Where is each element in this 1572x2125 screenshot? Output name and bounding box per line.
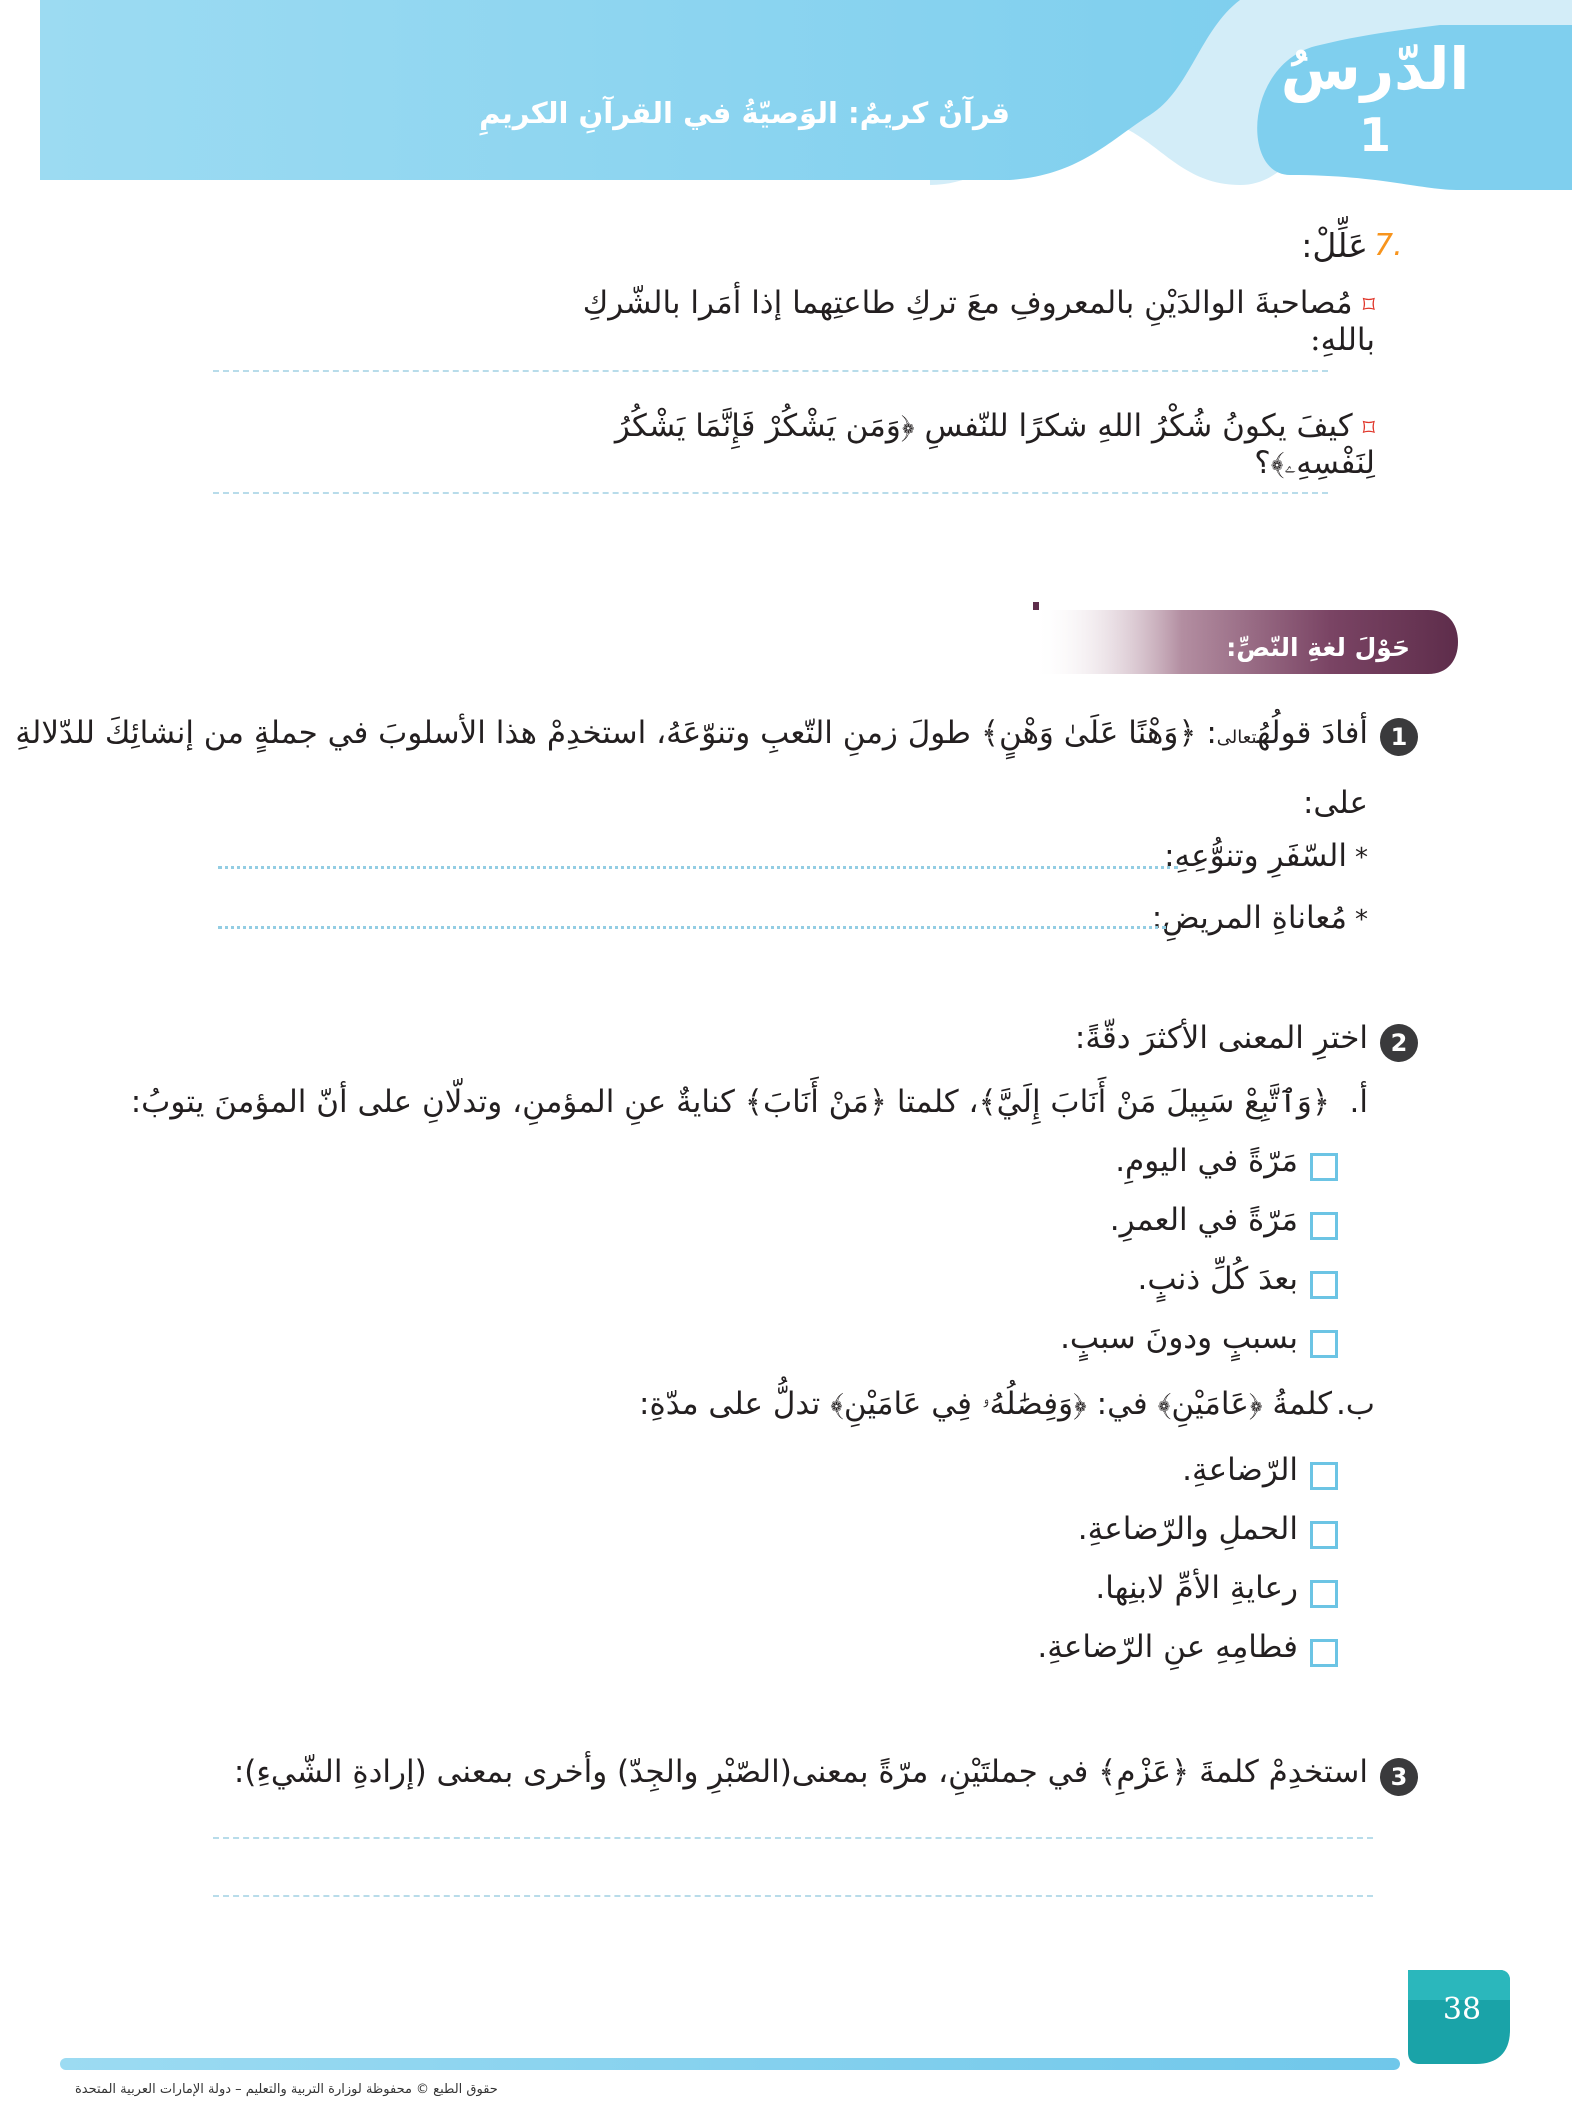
- page-title: قرآنٌ كريمٌ: الوَصيّةُ في القرآنِ الكريمِ: [479, 96, 1010, 130]
- option-label: رعايةِ الأمِّ لابنِها.: [1095, 1570, 1298, 1606]
- bullet-icon: ⌑: [1362, 291, 1375, 319]
- subitem: *السّفَرِ وتنوُّعِهِ:: [1164, 838, 1368, 874]
- option-checkbox[interactable]: [1310, 1462, 1338, 1490]
- answer-line[interactable]: [213, 1895, 1373, 1897]
- option-label: الرّضاعةِ.: [1182, 1452, 1298, 1488]
- lesson-number: 1: [1358, 108, 1391, 162]
- question-text: أفادَ قولُهُتعالى: ﴿وَهْنًا عَلَىٰ وَهْنٍ﴾ طولَ زمنِ التّعبِ وتنوّعَهُ، استخدِمْ هذا الأسلوبَ في جملةٍ من إنشائِكَ للدّلالةِ: [15, 715, 1368, 751]
- part-label: أ.: [1349, 1084, 1368, 1120]
- answer-line[interactable]: [213, 492, 1328, 494]
- option-label: بعدَ كُلِّ ذنبٍ.: [1137, 1261, 1298, 1297]
- question-text: اخترِ المعنى الأكثرَ دقّةً:: [1074, 1020, 1368, 1056]
- copyright-notice: حقوق الطبع © محفوظة لوزارة التربية والتعليم – دولة الإمارات العربية المتحدة: [75, 2082, 498, 2097]
- option-label: مَرّةً في اليومِ.: [1115, 1143, 1298, 1179]
- option-checkbox[interactable]: [1310, 1153, 1338, 1181]
- answer-line[interactable]: [218, 926, 1166, 929]
- option-checkbox[interactable]: [1310, 1639, 1338, 1667]
- option-checkbox[interactable]: [1310, 1212, 1338, 1240]
- option-checkbox[interactable]: [1310, 1521, 1338, 1549]
- option-label: الحملِ والرّضاعةِ.: [1077, 1511, 1298, 1547]
- subitem: *مُعاناةِ المريضِ:: [1151, 900, 1368, 936]
- part-label: ب.: [1335, 1386, 1375, 1422]
- option-checkbox[interactable]: [1310, 1330, 1338, 1358]
- lesson-label: الدّرسُ: [1280, 35, 1470, 103]
- option-label: مَرّةً في العمرِ.: [1109, 1202, 1298, 1238]
- option-label: بسببٍ ودونَ سببٍ.: [1060, 1320, 1298, 1356]
- answer-line[interactable]: [218, 866, 1178, 869]
- asterisk-icon: *: [1355, 843, 1368, 873]
- asterisk-icon: *: [1355, 905, 1368, 935]
- question-item: ⌑كيفَ يكونُ شُكْرُ اللهِ شكرًا للنّفسِ ﴿وَمَن يَشْكُرْ فَإِنَّمَا يَشْكُرُ لِنَفْسِهِۦ﴾؟: [614, 408, 1375, 482]
- option-checkbox[interactable]: [1310, 1580, 1338, 1608]
- bullet-icon: ⌑: [1362, 414, 1375, 442]
- footer-background: [0, 1960, 1572, 2080]
- option-label: فطامِهِ عنِ الرّضاعةِ.: [1037, 1629, 1298, 1665]
- section-title: حَوْلَ لغةِ النّصِّ:: [1226, 633, 1410, 662]
- question-number-badge: 2: [1380, 1024, 1418, 1062]
- part-text: كلمةُ ﴿عَامَيْنِ﴾ في: ﴿وَفِصَٰلُهُۥ فِي عَامَيْنِ﴾ تدلُّ على مدّةِ:: [639, 1386, 1332, 1422]
- question-number-badge: 3: [1380, 1758, 1418, 1796]
- answer-line[interactable]: [213, 370, 1328, 372]
- question-text: استخدِمْ كلمةَ ﴿عَزْمِ﴾ في جملتَيْنِ، مرّةً بمعنى(الصّبْرِ والجِدّ) وأخرى بمعنى (إرادةِ الشّيءِ):: [233, 1754, 1368, 1790]
- question-number-badge: 1: [1380, 718, 1418, 756]
- question-prompt: عَلِّلْ:: [1301, 226, 1368, 265]
- question-number: 7.: [1374, 228, 1403, 263]
- page-number: 38: [1442, 1992, 1482, 2027]
- question-item: ⌑مُصاحبةَ الوالدَيْنِ بالمعروفِ معَ تركِ طاعتِهما إذا أمَرا بالشّركِ باللهِ:: [582, 285, 1375, 359]
- part-text: ﴿وَٱتَّبِعْ سَبِيلَ مَنْ أَنَابَ إِلَيَّ﴾، كلمتا ﴿مَنْ أَنَابَ﴾ كنايةٌ عنِ المؤمنِ، وتدلّانِ على أنّ المؤمنَ يتوبُ:: [130, 1084, 1330, 1120]
- option-checkbox[interactable]: [1310, 1271, 1338, 1299]
- question-text-line2: على:: [1302, 785, 1368, 821]
- answer-line[interactable]: [213, 1837, 1373, 1839]
